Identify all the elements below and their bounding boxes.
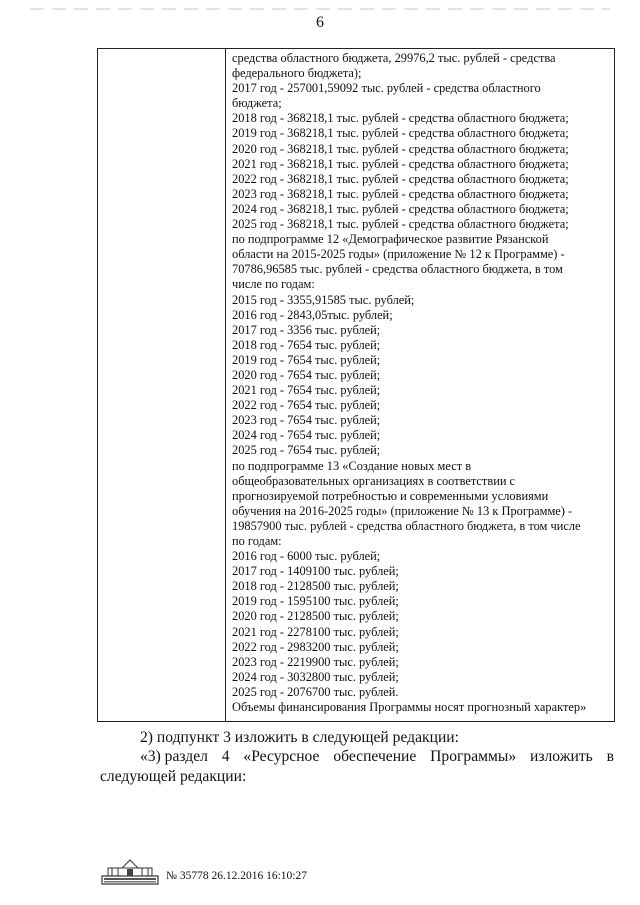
paragraph-word: «3) раздел: [140, 748, 208, 765]
table-cell-line: 2017 год - 257001,59092 тыс. рублей - средства областного: [232, 81, 541, 96]
table-cell-line: 2018 год - 2128500 тыс. рублей;: [232, 579, 399, 594]
table-cell-line: 2016 год - 2843,05тыс. рублей;: [232, 307, 393, 322]
table-cell-line: 2024 год - 3032800 тыс. рублей;: [232, 669, 399, 684]
table-cell-line: 2017 год - 3356 тыс. рублей;: [232, 322, 381, 337]
table-cell-line: 2022 год - 368218,1 тыс. рублей - средства областного бюджета;: [232, 171, 569, 186]
table-cell-line: общеобразовательных организациях в соответствии с: [232, 473, 516, 488]
table-cell-line: бюджета;: [232, 96, 282, 111]
table-cell-line: 2023 год - 7654 тыс. рублей;: [232, 413, 381, 428]
table-cell-line: федерального бюджета);: [232, 66, 362, 81]
document-footer: [100, 858, 420, 888]
budget-table: [97, 48, 615, 722]
document-registration-info: № 35778 26.12.2016 16:10:27: [166, 870, 307, 882]
table-cell-line: 2023 год - 368218,1 тыс. рублей - средства областного бюджета;: [232, 186, 569, 201]
table-cell-line: 2025 год - 7654 тыс. рублей;: [232, 443, 381, 458]
table-cell-line: 2019 год - 1595100 тыс. рублей;: [232, 594, 399, 609]
table-cell-line: 19857900 тыс. рублей - средства областного бюджета, в том числе: [232, 518, 581, 533]
paragraph-word: 4: [221, 748, 230, 765]
table-cell-line: по подпрограмме 12 «Демографическое развитие Рязанской: [232, 232, 549, 247]
table-cell-line: 2021 год - 7654 тыс. рублей;: [232, 383, 381, 398]
table-cell-line: 2022 год - 7654 тыс. рублей;: [232, 398, 381, 413]
table-cell-funding-text: [232, 51, 612, 715]
table-cell-line: 2019 год - 7654 тыс. рублей;: [232, 352, 381, 367]
table-cell-line: 2021 год - 2278100 тыс. рублей;: [232, 624, 399, 639]
paragraph-section-4: [140, 748, 614, 766]
table-cell-line: средства областного бюджета, 29976,2 тыс. рублей - средства: [232, 51, 556, 65]
table-cell-line: 2016 год - 6000 тыс. рублей;: [232, 549, 381, 564]
table-cell-line: 2023 год - 2219900 тыс. рублей;: [232, 654, 399, 669]
paragraph-continuation: следующей редакции:: [100, 768, 247, 785]
table-cell-line: 2018 год - 368218,1 тыс. рублей - средства областного бюджета;: [232, 111, 569, 126]
table-cell-line: обучения на 2016-2025 годы» (приложение № 13 к Программе) -: [232, 503, 573, 518]
table-cell-line: 2017 год - 1409100 тыс. рублей;: [232, 564, 399, 579]
paragraph-word: в: [606, 748, 614, 765]
table-cell-line: 2025 год - 368218,1 тыс. рублей - средства областного бюджета;: [232, 217, 569, 232]
paragraph-word: «Ресурсное: [243, 748, 320, 765]
table-cell-line: 2020 год - 7654 тыс. рублей;: [232, 367, 381, 382]
table-cell-line: Объемы финансирования Программы носят прогнозный характер»: [232, 700, 587, 715]
registry-building-logo-icon: [100, 858, 160, 886]
page-number: 6: [316, 14, 324, 31]
table-cell-line: 2025 год - 2076700 тыс. рублей.: [232, 684, 399, 699]
scan-artifact-line: [30, 8, 610, 10]
table-cell-line: 2019 год - 368218,1 тыс. рублей - средства областного бюджета;: [232, 126, 569, 141]
paragraph-word: обеспечение: [333, 748, 417, 765]
table-cell-line: 2020 год - 2128500 тыс. рублей;: [232, 609, 399, 624]
table-cell-line: 2021 год - 368218,1 тыс. рублей - средства областного бюджета;: [232, 156, 569, 171]
paragraph-word: изложить: [530, 748, 593, 765]
table-cell-line: 70786,96585 тыс. рублей - средства областного бюджета, в том: [232, 262, 563, 277]
paragraph-word: Программы»: [430, 748, 517, 765]
table-cell-line: по годам:: [232, 534, 282, 548]
table-cell-line: прогнозируемой потребностью и современными условиями: [232, 488, 549, 503]
paragraph-subitem-2: 2) подпункт 3 изложить в следующей редакции:: [140, 729, 459, 746]
table-cell-line: по подпрограмме 13 «Создание новых мест в: [232, 458, 472, 473]
table-cell-line: области на 2015-2025 годы» (приложение № 12 к Программе) -: [232, 247, 565, 262]
table-cell-line: 2015 год - 3355,91585 тыс. рублей;: [232, 292, 415, 307]
table-column-divider: [225, 49, 226, 721]
table-cell-line: 2020 год - 368218,1 тыс. рублей - средства областного бюджета;: [232, 141, 569, 156]
table-cell-line: 2024 год - 7654 тыс. рублей;: [232, 428, 381, 443]
table-cell-line: 2018 год - 7654 тыс. рублей;: [232, 337, 381, 352]
table-cell-line: 2022 год - 2983200 тыс. рублей;: [232, 639, 399, 654]
table-cell-line: 2024 год - 368218,1 тыс. рублей - средства областного бюджета;: [232, 201, 569, 216]
table-cell-line: числе по годам:: [232, 277, 315, 292]
